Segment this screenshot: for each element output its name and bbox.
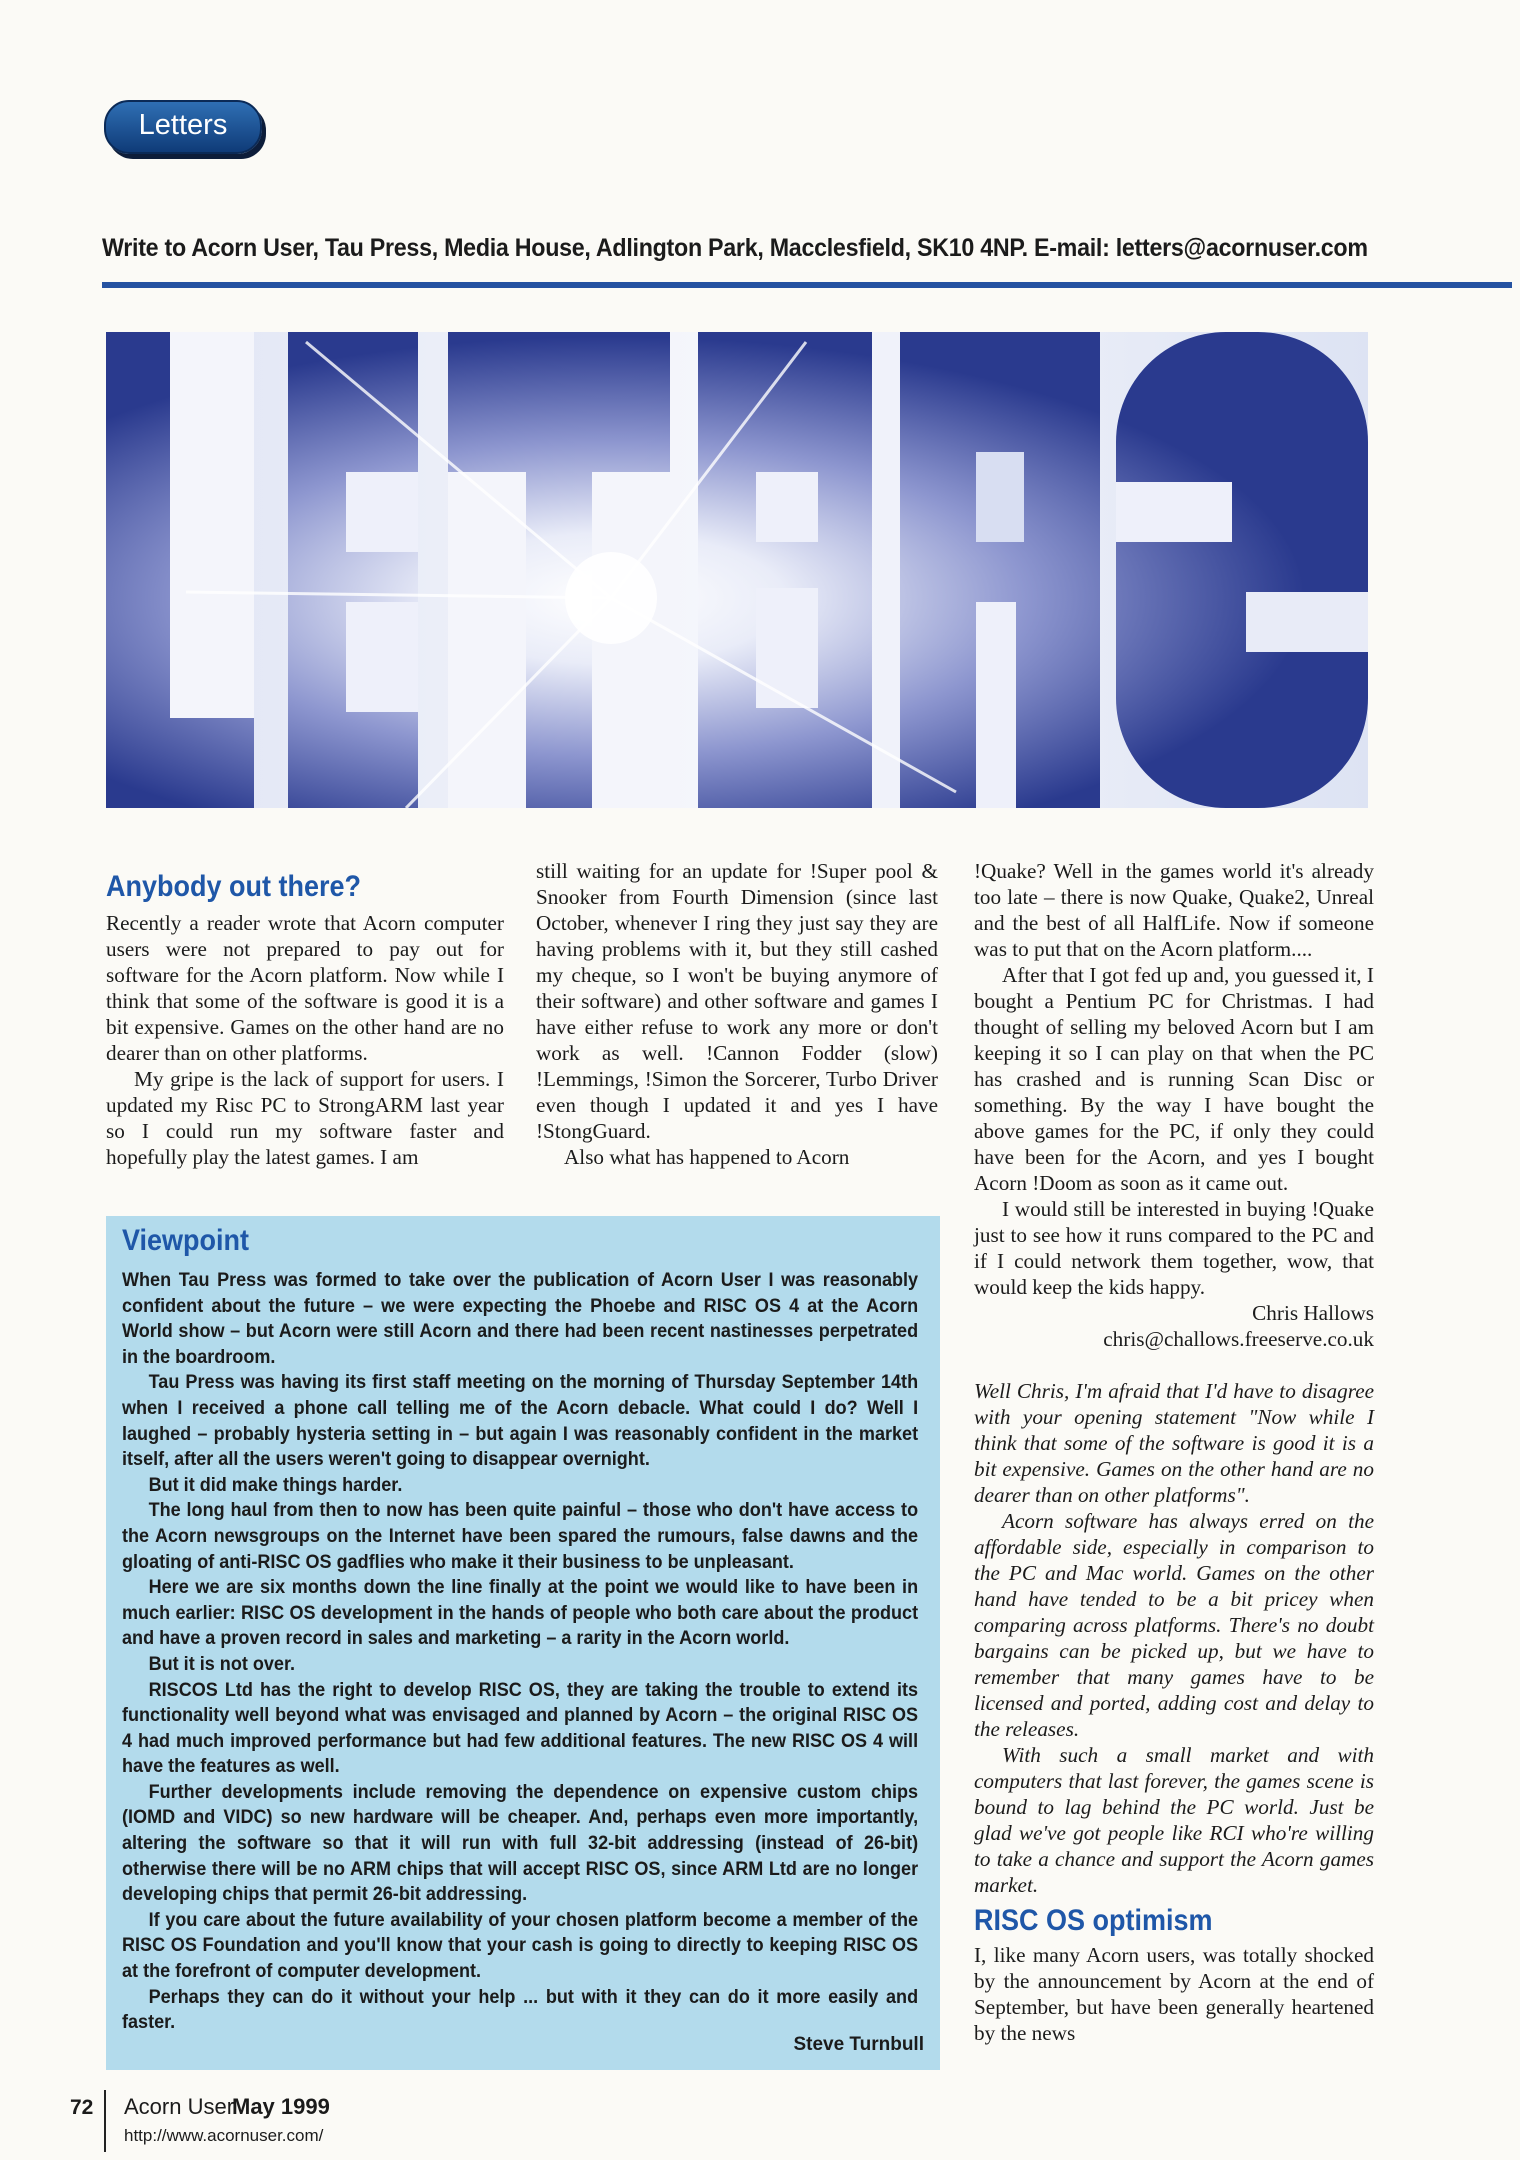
article1-paragraph-7: I would still be interested in buying !Quake just to see how it runs compared to the PC and if I could network them together, wow, that would keep the kids happy. bbox=[974, 1197, 1374, 1299]
spacer bbox=[974, 1352, 1374, 1378]
footer-magazine: Acorn User bbox=[124, 2094, 235, 2119]
article1-paragraph-5: !Quake? Well in the games world it's already too late – there is now Quake, Quake2, Unreal and the best of all HalfLife. Now if someone was to put that on the Acorn platform.... bbox=[974, 859, 1374, 961]
editor-reply-2: Acorn software has always erred on the affordable side, especially in comparison to the PC and Mac world. Games on the other hand have tended to be a bit pricey when comparing across platforms. There's no doubt bargains can be picked up, but we have to remember that many games have to be licensed and ported, adding cost and delay to the releases. bbox=[974, 1509, 1374, 1741]
editor-reply-3: With such a small market and with computers that last forever, the games scene is bound to lag behind the PC world. Just be glad we've got people like RCI who're willing to take a chance and support the Acorn games market. bbox=[974, 1743, 1374, 1897]
heading-risc-os-optimism: RISC OS optimism bbox=[974, 1904, 1213, 1937]
viewpoint-paragraph: But it did make things harder. bbox=[148, 1474, 403, 1496]
viewpoint-heading: Viewpoint bbox=[122, 1224, 250, 1257]
viewpoint-paragraph: Further developments include removing the dependence on expensive custom chips (IOMD and VIDC) so new hardware will be cheaper. And, perhaps even more importantly, altering the software so that it will run with full 32-bit addressing (instead of 26-bit) otherwise there will be no ARM chips that will accept RISC OS, since ARM Ltd are no longer developing chips that permit 26-bit addressing. bbox=[122, 1781, 919, 1906]
viewpoint-paragraph: Here we are six months down the line finally at the point we would like to have been in much earlier: RISC OS development in the hands of people who both care about the product and have a proven record in sales and marketing – a rarity in the Acorn world. bbox=[122, 1577, 919, 1650]
viewpoint-paragraph: But it is not over. bbox=[148, 1653, 296, 1675]
viewpoint-paragraph: The long haul from then to now has been quite painful – those who don't have access to the Acorn newsgroups on the Internet have been spared the rumours, false dawns and the gloating of anti-RISC OS gadflies who make it their business to be unpleasant. bbox=[122, 1500, 919, 1573]
section-tag: Letters bbox=[104, 100, 262, 154]
letter-author: Chris Hallows bbox=[1252, 1301, 1374, 1325]
header-rule bbox=[102, 282, 1512, 288]
article1-paragraph-6: After that I got fed up and, you guessed it, I bought a Pentium PC for Christmas. I had thought of selling my beloved Acorn but I am keeping it so I can play on that when the PC has crashed and is running Scan Disc or something. By the way I have bought the above games for the PC, if only they could have been for the Acorn, and yes I bought Acorn !Doom as soon as it came out. bbox=[974, 963, 1374, 1195]
footer-divider bbox=[104, 2090, 106, 2152]
viewpoint-signature: Steve Turnbull bbox=[793, 2034, 924, 2055]
column-3 bbox=[974, 858, 1374, 2046]
column-2 bbox=[536, 858, 938, 1170]
article1-paragraph-3: still waiting for an update for !Super pool & Snooker from Fourth Dimension (since last October, whenever I ring they just say they are having problems with it, but they still cashed my cheque, so I won't be buying anymore of their software) and other software and games I have either refuse to work any more or don't work as well. !Cannon Fodder (slow) !Lemmings, !Simon the Sorcerer, Turbo Driver even though I updated it and yes I have !StongGuard. bbox=[536, 859, 938, 1143]
column-1 bbox=[106, 910, 504, 1170]
viewpoint-paragraph: When Tau Press was formed to take over the publication of Acorn User I was reasonably confident about the future – we were expecting the Phoebe and RISC OS 4 at the Acorn World show – but Acorn were still Acorn and there had been recent nastinesses perpetrated in the boardroom. bbox=[122, 1270, 919, 1368]
viewpoint-paragraph: Perhaps they can do it without your help ... but with it they can do it more easily and faster. bbox=[122, 1986, 919, 2034]
viewpoint-paragraph: RISCOS Ltd has the right to develop RISC OS, they are taking the trouble to extend its functionality well beyond what was envisaged and planned by Acorn – the original RISC OS 4 had much improved performance but had few additional features. The new RISC OS 4 will have the features as well. bbox=[122, 1679, 919, 1778]
viewpoint-body bbox=[122, 1268, 918, 2036]
article1-paragraph-2: My gripe is the lack of support for users. I updated my Risc PC to StrongARM last year so I could run my software faster and hopefully play the latest games. I am bbox=[106, 1067, 504, 1169]
viewpoint-box bbox=[106, 1216, 940, 2070]
footer-issue: May 1999 bbox=[232, 2094, 330, 2119]
heading-anybody-out-there: Anybody out there? bbox=[106, 870, 362, 903]
letter-author-email: chris@challows.freeserve.co.uk bbox=[1103, 1327, 1374, 1351]
letters-address: Write to Acorn User, Tau Press, Media House, Adlington Park, Macclesfield, SK10 4NP. E-mail: letters@acornuser.com bbox=[102, 234, 1368, 262]
editor-reply-1: Well Chris, I'm afraid that I'd have to disagree with your opening statement "Now while I think that some of the software is good it is a bit expensive. Games on the other hand are no dearer than on other platforms". bbox=[974, 1379, 1374, 1507]
footer-url[interactable]: http://www.acornuser.com/ bbox=[124, 2126, 324, 2145]
article1-paragraph-4: Also what has happened to Acorn bbox=[564, 1145, 850, 1169]
page-number: 72 bbox=[70, 2096, 94, 2119]
article2-paragraph-1: I, like many Acorn users, was totally shocked by the announcement by Acorn at the end of September, but have been generally heartened by the news bbox=[974, 1943, 1374, 2045]
letters-banner bbox=[106, 332, 1368, 808]
viewpoint-paragraph: Tau Press was having its first staff meeting on the morning of Thursday September 14th when I received a phone call telling me of the Acorn debacle. What could I do? Well I laughed – probably hysteria setting in – but again I was reasonably confident in the market itself, after all the users weren't going to disappear overnight. bbox=[122, 1372, 919, 1471]
article1-paragraph-1: Recently a reader wrote that Acorn computer users were not prepared to pay out for software for the Acorn platform. Now while I think that some of the software is good it is a bit expensive. Games on the other hand are no dearer than on other platforms. bbox=[106, 911, 504, 1065]
viewpoint-paragraph: If you care about the future availability of your chosen platform become a member of the RISC OS Foundation and you'll know that your cash is going to directly to keeping RISC OS at the forefront of computer development. bbox=[122, 1909, 919, 1983]
